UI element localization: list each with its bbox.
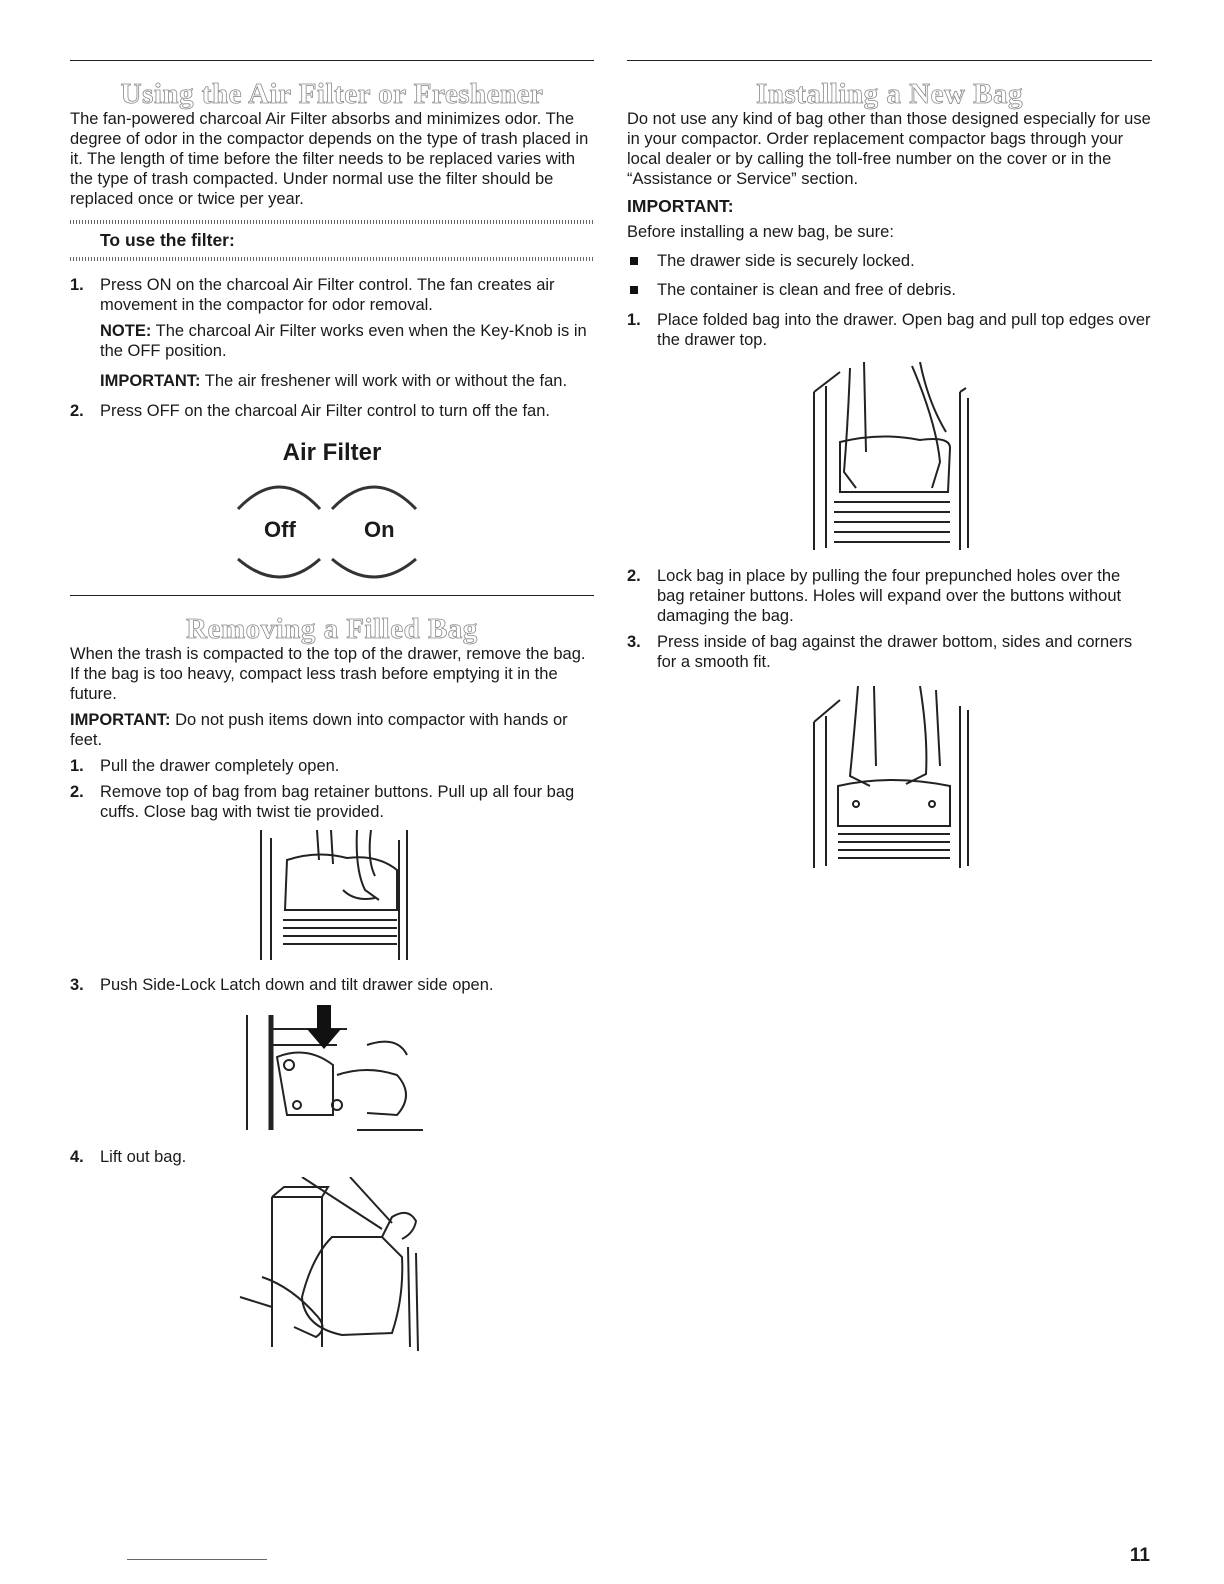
bullet-square-icon (630, 257, 638, 265)
step-number: 1. (70, 757, 84, 775)
step-number: 3. (627, 633, 641, 651)
remove-step-4 (70, 1147, 594, 1167)
step-number: 1. (70, 276, 84, 294)
hatch-divider (70, 220, 594, 224)
off-button-label: Off (264, 517, 296, 542)
important-text: Do not push items down into compactor with hands or feet. (70, 711, 568, 749)
right-column (627, 60, 1152, 871)
step-text: Press ON on the charcoal Air Filter control. The fan creates air movement in the compactor for odor removal. (100, 276, 555, 314)
important-text: The air freshener will work with or without the fan. (200, 372, 568, 390)
checklist-text: The drawer side is securely locked. (657, 252, 915, 270)
removing-bag-intro: When the trash is compacted to the top of the drawer, remove the bag. If the bag is too heavy, compact less trash before emptying it in the future. (70, 645, 586, 703)
install-step-3 (627, 632, 1152, 672)
close-bag-illustration (247, 830, 417, 965)
checklist-item (627, 280, 1152, 300)
note (100, 321, 594, 361)
install-step-1 (627, 310, 1152, 350)
installing-bag-intro: Do not use any kind of bag other than those designed especially for use in your compactor. Order replacement compactor bags through your local dealer or by calling the toll-free number on the cover or in the “Assistance or Service” section. (627, 110, 1151, 188)
section-rule (627, 60, 1152, 61)
filter-step-2 (70, 401, 594, 421)
step-text: Place folded bag into the drawer. Open bag and pull top edges over the drawer top. (657, 311, 1151, 349)
section-rule (70, 595, 594, 596)
step-number: 4. (70, 1148, 84, 1166)
step-number: 1. (627, 311, 641, 329)
step-number: 2. (70, 402, 84, 420)
step-text: Press inside of bag against the drawer bottom, sides and corners for a smooth fit. (657, 633, 1133, 671)
step-number: 3. (70, 976, 84, 994)
before-installing-text: Before installing a new bag, be sure: (627, 223, 894, 241)
air-filter-control (202, 467, 462, 587)
step-number: 2. (70, 783, 84, 801)
step-text: Lock bag in place by pulling the four prepunched holes over the bag retainer buttons. Holes will expand over the buttons without damaging the bag. (657, 567, 1122, 625)
air-filter-intro: The fan-powered charcoal Air Filter absorbs and minimizes odor. The degree of odor in the compactor depends on the type of trash placed in it. The length of time before the filter needs to be replaced varies with the type of trash compacted. Under normal use the filter should be replaced once or twice per year. (70, 110, 589, 208)
filter-subheading: To use the filter: (100, 230, 235, 250)
filter-step-1 (70, 275, 594, 391)
page-number: 11 (1129, 1545, 1150, 1566)
air-filter-control-title: Air Filter (282, 439, 382, 466)
footer-rule (127, 1559, 267, 1560)
press-bag-illustration (800, 686, 980, 871)
remove-step-1 (70, 756, 594, 776)
left-column (70, 60, 594, 1357)
removing-bag-important (70, 710, 594, 750)
checklist (627, 251, 1152, 300)
checklist-item (627, 251, 1152, 271)
step-text: Remove top of bag from bag retainer buttons. Pull up all four bag cuffs. Close bag with twist tie provided. (100, 783, 575, 821)
bullet-square-icon (630, 286, 638, 294)
place-bag-illustration (800, 362, 980, 552)
important-label: IMPORTANT: (627, 196, 734, 216)
step-text: Push Side-Lock Latch down and tilt drawer side open. (100, 976, 494, 994)
remove-step-3 (70, 975, 594, 995)
note-label: NOTE: (100, 322, 152, 340)
step-number: 2. (627, 567, 641, 585)
hatch-divider (70, 257, 594, 261)
install-step-2 (627, 566, 1152, 626)
important-note (100, 371, 594, 391)
step-text: Press OFF on the charcoal Air Filter control to turn off the fan. (100, 402, 550, 420)
lift-out-bag-illustration (232, 1177, 432, 1357)
section-title-installing-bag: Installing a New Bag (755, 78, 1023, 110)
important-label: IMPORTANT: (100, 372, 201, 390)
step-text: Lift out bag. (100, 1148, 187, 1166)
side-lock-latch-illustration (237, 1005, 427, 1135)
important-label: IMPORTANT: (70, 711, 171, 729)
dial-arcs (202, 467, 462, 587)
section-rule (70, 60, 594, 61)
section-title-removing-bag: Removing a Filled Bag (186, 613, 478, 645)
checklist-text: The container is clean and free of debris. (657, 281, 957, 299)
on-button-label: On (364, 517, 395, 542)
note-text: The charcoal Air Filter works even when the Key-Knob is in the OFF position. (100, 322, 587, 360)
remove-step-2 (70, 782, 594, 822)
section-title-air-filter: Using the Air Filter or Freshener (120, 78, 544, 110)
step-text: Pull the drawer completely open. (100, 757, 340, 775)
